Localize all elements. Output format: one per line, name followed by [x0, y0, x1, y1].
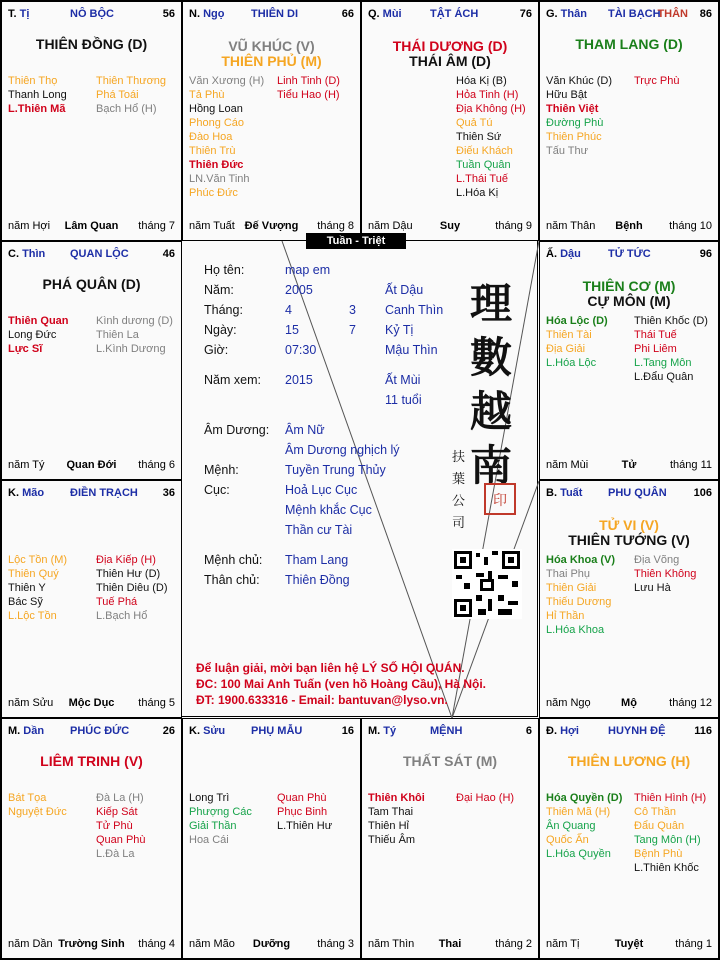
- minor-stars-left: [8, 791, 67, 819]
- palace-branch: N. Ngọ: [189, 8, 225, 20]
- palace-name: QUAN LỘC: [70, 248, 129, 260]
- minor-star: Thiên Thọ: [8, 75, 58, 87]
- palace-month: tháng 12: [669, 697, 712, 709]
- minor-star: Hóa Khoa (V): [546, 554, 616, 566]
- main-star: PHÁ QUÂN (D): [42, 276, 141, 292]
- minor-stars-right: [456, 791, 514, 805]
- minor-star: Hỉ Thần: [546, 610, 585, 622]
- palace-stage: Tử: [621, 459, 637, 471]
- minor-star: L.Kình Dương: [96, 343, 166, 355]
- palace-branch: K. Sửu: [189, 725, 226, 737]
- palace-stage: Trường Sinh: [58, 938, 125, 950]
- palace-month: tháng 8: [317, 220, 354, 232]
- minor-stars-left: [8, 74, 67, 116]
- minor-stars-right: [634, 314, 708, 384]
- minor-star: Văn Khúc (D): [546, 75, 613, 87]
- palace-name: TẬT ÁCH: [430, 8, 479, 20]
- palace-month: tháng 2: [495, 938, 532, 950]
- info-am-duong-2: Âm Dương nghịch lý: [285, 443, 400, 457]
- minor-stars-right: [634, 553, 696, 595]
- palace-cell-mui: [361, 1, 539, 241]
- minor-stars-left: [189, 791, 252, 847]
- minor-star: Đại Hao (H): [456, 792, 515, 804]
- main-star: THẤT SÁT (M): [402, 753, 498, 769]
- minor-star: Nguyệt Đức: [8, 806, 67, 818]
- main-star: THIÊN TƯỚNG (V): [568, 532, 690, 548]
- side-char-3: 公: [452, 493, 466, 508]
- palace-name: ĐIỀN TRẠCH: [70, 487, 138, 499]
- palace-year: năm Tuất: [189, 220, 235, 232]
- minor-star: L.Thái Tuế: [456, 173, 508, 185]
- minor-star: Trực Phù: [634, 75, 680, 87]
- info-gio-can: Mậu Thìn: [385, 343, 438, 357]
- info-menh-chu: Tham Lang: [285, 553, 349, 567]
- minor-star: Thiên Trù: [189, 145, 236, 157]
- palace-name: THIÊN DI: [251, 8, 299, 20]
- info-menh-chu-label: Mệnh chủ:: [204, 553, 263, 567]
- minor-star: Thiên Sứ: [456, 131, 502, 143]
- info-nam-xem-can: Ất Mùi: [385, 373, 421, 387]
- minor-star: Phá Toái: [96, 89, 139, 101]
- info-nam-xem-label: Năm xem:: [204, 373, 261, 387]
- minor-stars-right: [634, 791, 706, 875]
- palace-name: TÀI BẠCH: [608, 8, 661, 20]
- palace-age-number: 16: [341, 725, 354, 737]
- minor-star: Địa Không (H): [456, 103, 526, 115]
- palace-footer: [8, 697, 175, 711]
- minor-star: Cô Thần: [634, 806, 676, 818]
- main-star: VŨ KHÚC (V): [228, 38, 315, 54]
- minor-star: Thiên Hỉ: [368, 820, 409, 832]
- info-nam: 2005: [285, 283, 313, 297]
- info-ngay-al: 7: [349, 323, 356, 337]
- palace-age-number: 66: [341, 8, 354, 20]
- info-than-chu-label: Thân chủ:: [204, 573, 260, 587]
- palace-branch: T. Tị: [8, 8, 30, 20]
- info-cuc-label: Cục:: [204, 483, 230, 497]
- palace-year: năm Dậu: [368, 220, 413, 232]
- palace-cell-ty: [1, 1, 182, 241]
- minor-star: Thiên La: [96, 329, 139, 341]
- minor-star: Linh Tinh (D): [277, 75, 340, 87]
- palace-header: [189, 725, 354, 741]
- minor-star: Hóa Kị (B): [456, 75, 507, 87]
- palace-name: TỬ TỨC: [608, 248, 651, 260]
- palace-name: HUYNH ĐỆ: [608, 725, 666, 737]
- minor-stars-right: [96, 553, 168, 623]
- info-am-duong: Âm Nữ: [285, 423, 325, 437]
- palace-month: tháng 1: [675, 938, 712, 950]
- minor-star: Thiên Không: [634, 568, 697, 580]
- palace-stage: Lâm Quan: [64, 220, 119, 232]
- calligraphy-char-3: 越: [470, 387, 513, 436]
- palace-age-number: 36: [162, 487, 175, 499]
- palace-branch: C. Thìn: [8, 248, 46, 260]
- palace-header: [368, 8, 532, 24]
- minor-star: Thanh Long: [8, 89, 67, 101]
- minor-stars-left: [368, 791, 425, 847]
- tuan-triet-label: Tuần - Triệt: [306, 233, 406, 249]
- palace-stage: Tuyệt: [614, 938, 644, 950]
- palace-footer: [546, 459, 712, 473]
- palace-footer: [368, 220, 532, 234]
- minor-star: Thiếu Dương: [546, 596, 612, 608]
- palace-year: năm Thìn: [368, 938, 415, 950]
- minor-star: Địa Võng: [634, 554, 680, 566]
- contact-line-3: ĐT: 1900.633316 - Email: bantuvan@lyso.vn.: [196, 693, 448, 707]
- main-star: THIÊN LƯƠNG (H): [567, 753, 691, 769]
- minor-stars-right: [456, 74, 526, 200]
- minor-star: L.Hóa Quyền: [546, 848, 611, 860]
- palace-stage: Mộc Dục: [68, 697, 115, 709]
- palace-branch: Đ. Hợi: [546, 725, 579, 737]
- minor-star: Lộc Tồn (M): [8, 554, 68, 566]
- palace-header: [8, 8, 175, 24]
- info-thang-al: 3: [349, 303, 356, 317]
- palace-cell-dau: [539, 241, 719, 480]
- minor-star: Thiên Quý: [8, 568, 59, 580]
- main-star: THIÊN CƠ (M): [582, 278, 676, 294]
- palace-age-number: 56: [162, 8, 175, 20]
- info-nam-xem: 2015: [285, 373, 313, 387]
- minor-star: Tam Thai: [368, 806, 414, 818]
- minor-star: Thiên Mã (H): [546, 806, 611, 818]
- info-menh-label: Mệnh:: [204, 463, 239, 477]
- palace-stage: Thai: [438, 938, 462, 950]
- minor-star: Kình dương (D): [96, 315, 173, 327]
- palace-age-number: 86: [699, 8, 712, 20]
- palace-footer: [546, 938, 712, 952]
- palace-header: [546, 8, 712, 24]
- palace-year: năm Sửu: [8, 697, 54, 709]
- minor-star: Thiên Thương: [96, 75, 167, 87]
- minor-star: Giải Thần: [189, 820, 237, 832]
- palace-cell-mao: [1, 480, 182, 718]
- info-cuc: Hoả Lục Cục: [285, 483, 358, 497]
- minor-star: Hồng Loan: [189, 103, 243, 115]
- minor-star: L.Lộc Tồn: [8, 610, 57, 622]
- minor-stars-right: [634, 74, 679, 88]
- palace-year: năm Tị: [546, 938, 580, 950]
- palace-name: PHU QUÂN: [608, 487, 667, 499]
- minor-star: Kiếp Sát: [96, 806, 138, 818]
- minor-star: Long Đức: [8, 329, 57, 341]
- minor-star: Thai Phụ: [546, 568, 591, 580]
- minor-star: Bạch Hổ (H): [96, 103, 157, 115]
- minor-star: L.Thiên Hư: [277, 820, 333, 832]
- minor-star: LN.Văn Tinh: [189, 173, 250, 185]
- minor-star: L.Hóa Khoa: [546, 624, 605, 636]
- palace-year: năm Mão: [189, 938, 235, 950]
- minor-star: L.Thiên Khốc: [634, 862, 699, 874]
- palace-name: NÔ BỘC: [70, 8, 114, 20]
- palace-month: tháng 6: [138, 459, 175, 471]
- palace-footer: [546, 697, 712, 711]
- palace-branch: B. Tuất: [546, 487, 583, 499]
- minor-star: Phi Liêm: [634, 343, 677, 355]
- palace-footer: [546, 220, 712, 234]
- palace-year: năm Dần: [8, 938, 53, 950]
- palace-branch: Ấ. Dậu: [546, 248, 581, 260]
- minor-star: Thiên Giải: [546, 582, 597, 594]
- minor-star: L.Tang Môn: [634, 357, 692, 369]
- minor-stars-right: [96, 791, 146, 861]
- minor-stars-left: [189, 74, 264, 200]
- palace-branch: M. Tý: [368, 725, 397, 737]
- minor-star: Phong Cáo: [189, 117, 245, 129]
- minor-star: Phúc Đức: [189, 187, 238, 199]
- palace-month: tháng 11: [669, 459, 712, 471]
- minor-star: Thiên Đức: [189, 159, 244, 171]
- minor-star: Bát Tọa: [8, 792, 47, 804]
- info-thang-can: Canh Thìn: [385, 303, 444, 317]
- minor-star: Hóa Lộc (D): [546, 315, 608, 327]
- contact-line-2: ĐC: 100 Mai Anh Tuấn (ven hồ Hoàng Cầu), Hà Nội.: [196, 677, 487, 691]
- minor-star: Quốc Ấn: [546, 834, 589, 846]
- minor-star: Thiên Y: [8, 582, 46, 594]
- palace-branch: G. Thân: [546, 8, 587, 20]
- palace-cell-tuat: [539, 480, 719, 718]
- minor-star: L.Đẩu Quân: [634, 371, 694, 383]
- minor-star: Thiên Khốc (D): [634, 315, 708, 327]
- palace-header: [8, 248, 175, 264]
- palace-footer: [8, 459, 175, 473]
- minor-star: Quan Phù: [96, 834, 146, 846]
- palace-age-number: 116: [694, 725, 712, 737]
- minor-star: L.Đà La: [96, 848, 135, 860]
- minor-star: L.Hóa Kị: [456, 187, 499, 199]
- info-ngay: 15: [285, 323, 299, 337]
- palace-stage: Đế Vượng: [244, 220, 299, 232]
- palace-header: [546, 725, 712, 741]
- minor-star: Tấu Thư: [546, 145, 589, 157]
- palace-year: năm Hợi: [8, 220, 51, 232]
- palace-stage: Mộ: [621, 697, 637, 709]
- info-than-chu: Thiên Đồng: [285, 573, 350, 587]
- calligraphy-char-2: 數: [470, 333, 513, 382]
- palace-age-number: 26: [162, 725, 175, 737]
- minor-star: Lực Sĩ: [8, 343, 43, 355]
- minor-star: Hoa Cái: [189, 834, 229, 846]
- center-info-panel: [181, 240, 538, 717]
- calligraphy-char-1: 理: [470, 279, 513, 328]
- info-ngay-label: Ngày:: [204, 323, 237, 337]
- palace-cell-ngo: [182, 1, 361, 241]
- palace-footer: [189, 220, 354, 234]
- minor-star: Quả Tú: [456, 117, 493, 129]
- palace-year: năm Thân: [546, 220, 596, 232]
- minor-star: Thiên Việt: [546, 103, 599, 115]
- palace-month: tháng 7: [138, 220, 175, 232]
- minor-star: Lưu Hà: [634, 582, 671, 594]
- main-star: THÁI DƯƠNG (D): [392, 38, 508, 54]
- palace-footer: [368, 938, 532, 952]
- palace-year: năm Tý: [8, 459, 45, 471]
- minor-stars-left: [8, 314, 69, 356]
- minor-star: Bác Sỹ: [8, 596, 43, 608]
- palace-age-number: 6: [525, 725, 532, 737]
- palace-footer: [189, 938, 354, 952]
- palace-name: PHÚC ĐỨC: [70, 725, 130, 737]
- palace-branch: M. Dần: [8, 725, 45, 737]
- minor-stars-right: [96, 314, 173, 356]
- minor-stars-left: [546, 791, 622, 861]
- info-am-duong-label: Âm Dương:: [204, 423, 270, 437]
- main-star: THAM LANG (D): [575, 36, 683, 52]
- palace-year: năm Mùi: [546, 459, 589, 471]
- main-star: LIÊM TRINH (V): [40, 753, 143, 769]
- palace-month: tháng 4: [138, 938, 175, 950]
- minor-star: Thiên Hư (D): [96, 568, 161, 580]
- minor-star: Thiên Quan: [8, 315, 69, 327]
- minor-stars-left: [546, 553, 615, 637]
- info-thang: 4: [285, 303, 292, 317]
- main-star: THIÊN PHỦ (M): [221, 53, 322, 69]
- minor-star: Tuế Phá: [96, 596, 138, 608]
- minor-star: Tả Phù: [189, 89, 225, 101]
- minor-star: Điếu Khách: [456, 145, 513, 157]
- main-star: TỬ VI (V): [599, 517, 659, 533]
- palace-header: [546, 487, 712, 503]
- info-ngay-can: Kỷ Tị: [385, 323, 414, 337]
- minor-star: Văn Xương (H): [189, 75, 265, 87]
- palace-cell-hoi: [539, 718, 719, 959]
- info-nam-label: Năm:: [204, 283, 234, 297]
- minor-star: Địa Giải: [546, 343, 586, 355]
- minor-star: Thiếu Âm: [368, 834, 416, 846]
- minor-star: Quan Phù: [277, 792, 327, 804]
- side-char-4: 司: [452, 515, 466, 530]
- info-gio: 07:30: [285, 343, 317, 357]
- minor-star: L.Thiên Mã: [8, 103, 66, 115]
- minor-star: Thiên Hình (H): [634, 792, 707, 804]
- minor-star: L.Hóa Lộc: [546, 357, 597, 369]
- palace-stage: Bệnh: [615, 220, 643, 232]
- minor-stars-left: [546, 74, 612, 158]
- palace-header: [8, 725, 175, 741]
- palace-header: [368, 725, 532, 741]
- palace-month: tháng 9: [495, 220, 532, 232]
- minor-star: Tang Môn (H): [634, 834, 701, 846]
- palace-month: tháng 5: [138, 697, 175, 709]
- palace-branch: Q. Mùi: [368, 8, 402, 20]
- minor-star: Đường Phù: [546, 117, 604, 129]
- minor-stars-right: [277, 74, 340, 102]
- palace-stage: Dưỡng: [252, 938, 291, 950]
- minor-star: L.Bạch Hổ: [96, 610, 148, 622]
- contact-line-1: Để luận giải, mời bạn liên hệ LÝ SỐ HỘI QUÁN.: [196, 661, 465, 675]
- minor-star: Phượng Các: [189, 806, 252, 818]
- palace-age-number: 106: [693, 487, 712, 499]
- red-seal-stamp: 印: [484, 483, 516, 515]
- info-cuc-3: Thần cư Tài: [285, 523, 353, 537]
- palace-age-number: 46: [162, 248, 175, 260]
- minor-star: Phục Binh: [277, 806, 328, 818]
- side-char-2: 葉: [452, 471, 466, 486]
- info-gio-label: Giờ:: [204, 343, 229, 357]
- minor-star: Địa Kiếp (H): [96, 554, 156, 566]
- minor-star: Đẩu Quân: [634, 820, 685, 832]
- palace-age-number: 96: [699, 248, 712, 260]
- side-seal-text: [452, 446, 468, 534]
- info-ho-ten-label: Họ tên:: [204, 263, 245, 277]
- palace-header: [8, 487, 175, 503]
- minor-stars-left: [546, 314, 608, 370]
- minor-star: Đà La (H): [96, 792, 144, 804]
- minor-star: Ân Quang: [546, 820, 596, 832]
- main-star: THIÊN ĐỒNG (D): [35, 36, 148, 52]
- info-ho-ten: map em: [285, 263, 331, 277]
- palace-stage: Quan Đới: [66, 459, 117, 471]
- minor-star: Tuần Quân: [456, 159, 511, 171]
- minor-star: Đào Hoa: [189, 131, 233, 143]
- minor-star: Thiên Khôi: [368, 792, 425, 804]
- minor-stars-right: [96, 74, 166, 116]
- palace-footer: [8, 220, 175, 234]
- calligraphy-char-4: 南: [470, 441, 513, 490]
- minor-star: Hóa Quyền (D): [546, 792, 623, 804]
- info-tuoi: 11 tuổi: [385, 393, 422, 407]
- minor-star: Thiên Diêu (D): [96, 582, 168, 594]
- info-cuc-2: Mệnh khắc Cục: [285, 503, 372, 517]
- minor-star: Thiên Phúc: [546, 131, 602, 143]
- palace-footer: [8, 938, 175, 952]
- palace-stage: Suy: [439, 220, 461, 232]
- minor-star: Long Trì: [189, 792, 230, 804]
- minor-star: Thái Tuế: [634, 329, 677, 341]
- minor-stars-left: [8, 553, 67, 623]
- minor-stars-right: [277, 791, 332, 833]
- qr-code-icon: [452, 549, 522, 619]
- palace-month: tháng 3: [317, 938, 354, 950]
- palace-cell-thin: [1, 241, 182, 480]
- info-thang-label: Tháng:: [204, 303, 243, 317]
- palace-cell-ty2: [361, 718, 539, 959]
- info-menh: Tuyền Trung Thủy: [285, 463, 386, 477]
- palace-cell-than: [539, 1, 719, 241]
- palace-month: tháng 10: [669, 220, 712, 232]
- palace-year: năm Ngọ: [546, 697, 591, 709]
- palace-name: MỆNH: [430, 725, 463, 737]
- than-marker: THÂN: [657, 8, 688, 20]
- palace-name: PHỤ MẪU: [251, 725, 303, 737]
- palace-header: [546, 248, 712, 264]
- minor-star: Tiểu Hao (H): [277, 89, 340, 101]
- palace-age-number: 76: [519, 8, 532, 20]
- palace-cell-dan: [1, 718, 182, 959]
- info-nam-can: Ất Dậu: [385, 283, 424, 297]
- palace-header: [189, 8, 354, 24]
- palace-cell-suu: [182, 718, 361, 959]
- palace-branch: K. Mão: [8, 487, 45, 499]
- main-star: CỰ MÔN (M): [587, 293, 671, 309]
- side-char-1: 扶: [452, 449, 466, 464]
- main-star: THÁI ÂM (D): [409, 53, 491, 69]
- minor-star: Hữu Bật: [546, 89, 587, 101]
- minor-star: Tử Phù: [96, 820, 133, 832]
- minor-star: Thiên Tài: [546, 329, 592, 341]
- minor-star: Hỏa Tinh (H): [456, 89, 519, 101]
- minor-star: Bệnh Phù: [634, 848, 683, 860]
